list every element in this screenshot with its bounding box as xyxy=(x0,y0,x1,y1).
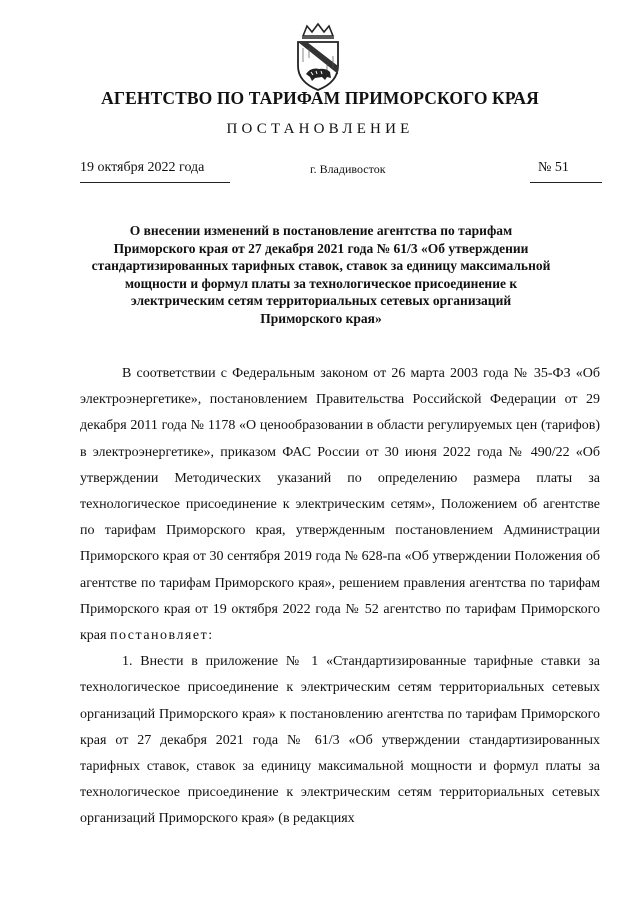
document-body xyxy=(80,361,600,833)
preamble-text: В соответствии с Федеральным законом от 26 марта 2003 года № 35-ФЗ «Об электроэнергетике», постановлением Правительства Российской Федерации от 29 декабря 2011 года № 1178 «О ценообразовании в области регулируемых цен (тарифов) в электроэнергетике», приказом ФАС России от 30 июня 2022 года № 490/22 «Об утверждении Методических указаний по определению размера платы за технологическое присоединение к электрическим сетям», Положением об агентстве по тарифам Приморского края, утвержденным постановлением Администрации Приморского края от 30 сентября 2019 года № 628-па «Об утверждении Положения об агентстве по тарифам Приморского края», решением правления агентства по тарифам Приморского края от 19 октября 2022 года № 52 агентство по тарифам Приморского края xyxy=(80,366,600,644)
decree-word: постановляет: xyxy=(109,628,214,644)
date-underline xyxy=(80,182,230,183)
number-underline xyxy=(530,182,602,183)
document-type: ПОСТАНОВЛЕНИЕ xyxy=(226,121,414,137)
preamble-paragraph xyxy=(80,361,600,649)
document-number: № 51 xyxy=(538,160,569,175)
coat-of-arms-icon xyxy=(289,22,347,92)
agency-name: АГЕНТСТВО ПО ТАРИФАМ ПРИМОРСКОГО КРАЯ xyxy=(101,88,539,108)
document-city: г. Владивосток xyxy=(310,162,386,176)
item-1-paragraph: 1. Внести в приложение № 1 «Стандартизированные тарифные ставки за технологическое присоединение к электрическим сетям территориальных сетевых организаций Приморского края» к постановлению агентства по тарифам Приморского края от 27 декабря 2021 года № 61/3 «Об утверждении стандартизированных тарифных ставок, ставок за единицу максимальной мощности и формул платы за технологическое присоединение к электрическим сетям территориальных сетевых организаций Приморского края» (в редакциях xyxy=(80,654,600,827)
document-date: 19 октября 2022 года xyxy=(80,160,205,175)
document-title: О внесении изменений в постановление агентства по тарифам Приморского края от 27 декабря 2021 года № 61/3 «Об утверждении стандартизированных тарифных ставок, ставок за единицу максимальной мощности и формул платы за технологическое присоединение к электрическим сетям территориальных сетевых организаций Приморского края» xyxy=(91,223,551,326)
